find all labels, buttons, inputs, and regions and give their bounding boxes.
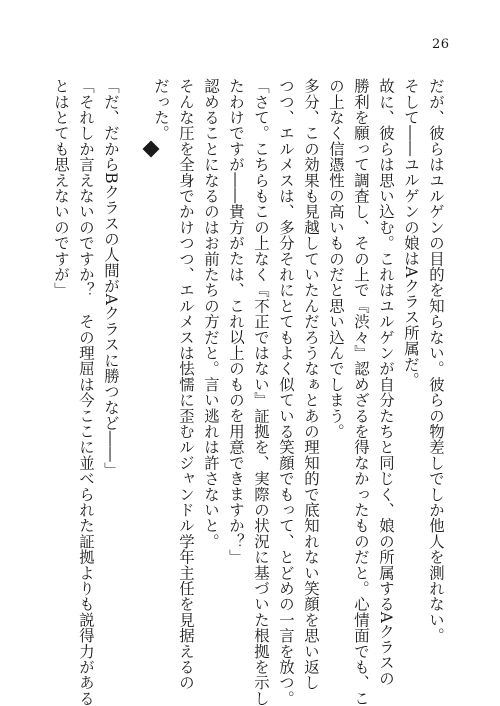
- text-line: 「さて。こちらもこの上なく『不正ではない』証拠を、実際の状況に基づいた根拠を示し: [252, 78, 270, 706]
- text-line: そんな圧を全身でかけつつ、エルメスは怯懦に歪むルジャンドル学年主任を見据えるの: [177, 78, 195, 691]
- text-line: 「だ、だからBクラスの人間がAクラスに勝つなど――」: [102, 78, 120, 478]
- page-number: 26: [432, 37, 450, 52]
- text-line: 勝利を願って調査し、その上で『渋々』認めざるを得なかったものだと。心情面でも、こ: [352, 78, 370, 706]
- novel-text-body: [48, 78, 448, 706]
- text-line: たわけですが――貴方がたは、これ以上のものを用意できますか？」: [227, 78, 245, 565]
- text-line: そして――ユルゲンの娘はAクラス所属だ。: [402, 78, 420, 388]
- text-line: とはとても思えないのですが」: [52, 78, 70, 298]
- text-line: つつ、エルメスは、多分それにとてもよく似ている笑顔でもって、とどめの一言を放つ。: [277, 78, 295, 706]
- text-line: 「それしか言えないのですか？ その理屈は今ここに並べられた証拠よりも説得力がある: [77, 78, 95, 706]
- text-line: 多分、この効果も見越していたんだろうなぁとあの理知的で底知れない笑顔を思い返し: [302, 78, 320, 691]
- text-line: 認めることになるのはお前たちの方だと。言い逃れは許さないと。: [202, 78, 220, 549]
- text-line: だが、彼らはユルゲンの目的を知らない。彼らの物差しでしか他人を測れない。: [427, 78, 445, 644]
- text-line: 故に、彼らは思い込む。これはユルゲンが自分たちと同じく、娘の所属するAクラスの: [377, 78, 395, 687]
- scene-break-space: [123, 78, 148, 668]
- text-line: の上なく信憑性の高いものだと思い込んでしまう。: [327, 78, 345, 440]
- text-line: だった。: [152, 78, 170, 141]
